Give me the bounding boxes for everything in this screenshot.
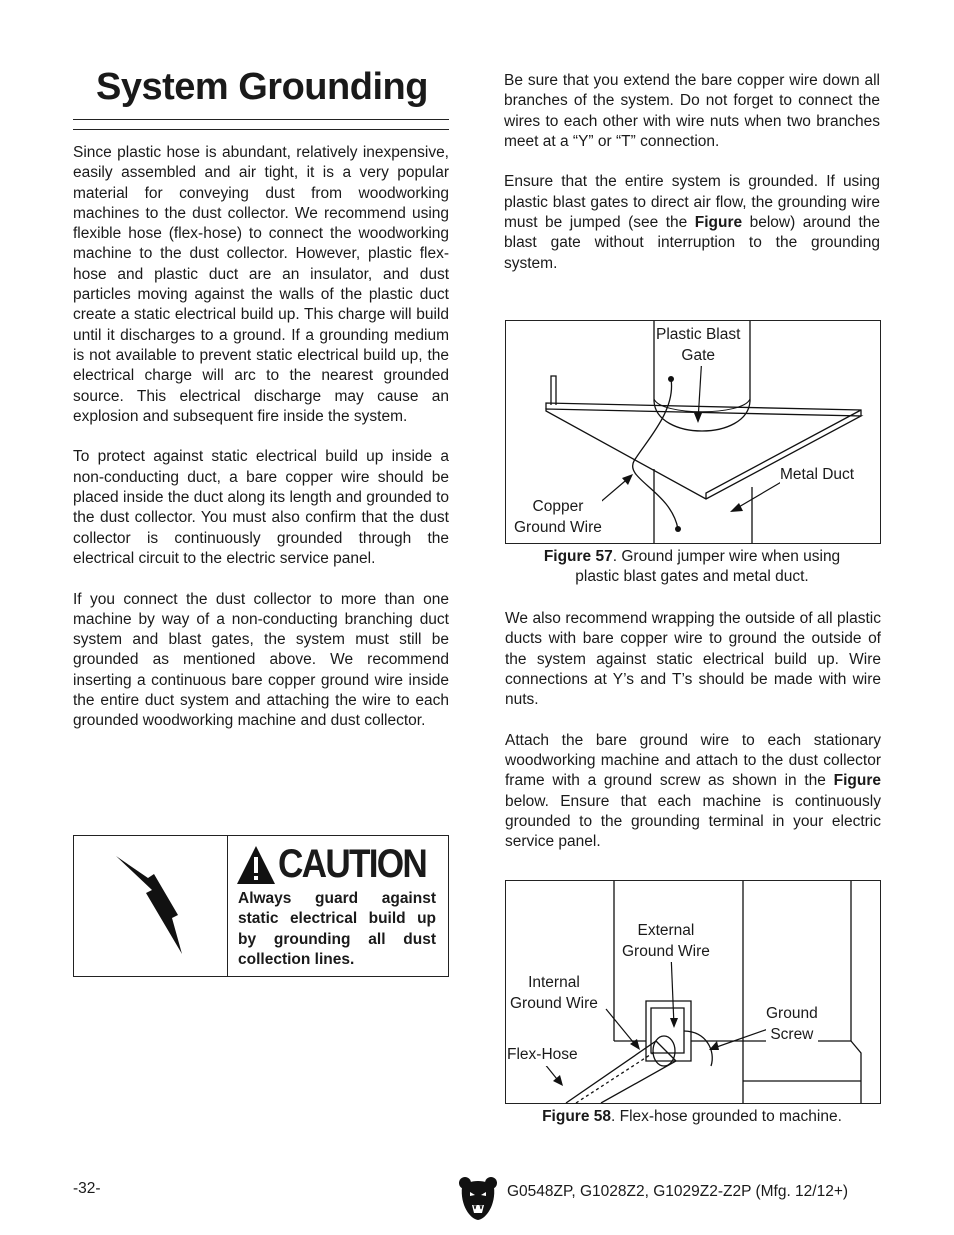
title-rule-bottom — [73, 129, 449, 130]
label-metal-duct: Metal Duct — [780, 465, 854, 486]
label-flex-hose: Flex-Hose — [507, 1045, 578, 1066]
label-external-ground-wire: External Ground Wire — [622, 921, 710, 962]
paragraph-wrap-ducts: We also recommend wrapping the outside of all plastic ducts with bare copper wire to ground the outside of the system against static electrical build up. Wire connections at Y’s and T’s should be made with wire nuts. — [505, 610, 881, 709]
right-column-continued — [505, 609, 881, 873]
paragraph-extend-wire: Be sure that you extend the bare copper wire down all branches of the system. Do not forget to connect the wires to each other with wire nuts when two branches meet at a “Y” or “T” connection. — [504, 72, 880, 150]
caution-box — [73, 835, 449, 977]
left-column — [73, 143, 449, 752]
title-rule-top — [73, 119, 449, 120]
paragraph-plastic-hose: Since plastic hose is abundant, relatively inexpensive, easily assembled and air tight, it is a very popular material for conveying dust from woodworking machines to the dust collector. We recommend using flexible hose (flex-hose) to connect the woodworking machine to the dust collector. However, plastic flex-hose and plastic duct are an insulator, and dust particles moving against the walls of the plastic duct create a static electrical build up. This charge will build until it discharges to a ground. If a grounding medium is not available to prevent static electrical build up, the electrical charge will arc to the nearest grounded source. This electrical discharge may cause an explosion and subsequent fire inside the system. — [73, 144, 449, 425]
figure-57-diagram — [505, 320, 881, 544]
label-ground-screw: Ground Screw — [766, 1004, 818, 1045]
caution-message: Always guard against static electrical build up by grounding all dust collection lines. — [238, 890, 436, 968]
paragraph-attach-ground-wire: Attach the bare ground wire to each stationary woodworking machine and attach to the dust collector frame with a ground screw as shown in the Figure below. Ensure that each machine is continuously grounded to the grounding terminal in your electric service panel. — [505, 731, 881, 851]
label-plastic-blast-gate: Plastic Blast Gate — [656, 325, 740, 366]
paragraph-entire-system: Ensure that the entire system is grounded. If using plastic blast gates to direct air flow, the grounding wire must be jumped (see the Figure below) around the blast gate without interruption to the grounding system. — [504, 173, 880, 272]
grizzly-bear-logo-icon — [458, 1175, 498, 1221]
figure-57-caption: Figure 57. Ground jumper wire when using plastic blast gates and metal duct. — [543, 548, 841, 586]
figure-58-diagram — [505, 880, 881, 1104]
right-column — [504, 71, 880, 294]
page-title: System Grounding — [96, 66, 428, 108]
model-info: G0548ZP, G1028Z2, G1029Z2-Z2P (Mfg. 12/12+) — [507, 1183, 849, 1200]
caution-heading: CAUTION — [278, 842, 427, 886]
paragraph-branching-duct: If you connect the dust collector to more than one machine by way of a non-conducting branching duct system and blast gates, the system must still be grounded as mentioned above. We recommend inserting a continuous bare copper ground wire inside the entire duct system and attaching the wire to each grounded woodworking machine and dust collector. — [73, 590, 449, 730]
caution-header — [235, 844, 443, 888]
figure-58-caption: Figure 58. Flex-hose grounded to machine. — [542, 1108, 842, 1125]
warning-triangle-icon — [237, 846, 275, 884]
label-internal-ground-wire: Internal Ground Wire — [510, 973, 598, 1014]
label-copper-ground-wire: Copper Ground Wire — [514, 497, 602, 538]
paragraph-copper-wire: To protect against static electrical build up inside a non-conducting duct, a bare copper wire should be placed inside the duct along its length and grounded to the dust collector. You must also confirm that the dust collector is continuously grounded through the electrical circuit to the electric service panel. — [73, 448, 449, 567]
lightning-bolt-icon — [74, 836, 228, 976]
page-number: -32- — [73, 1180, 101, 1197]
